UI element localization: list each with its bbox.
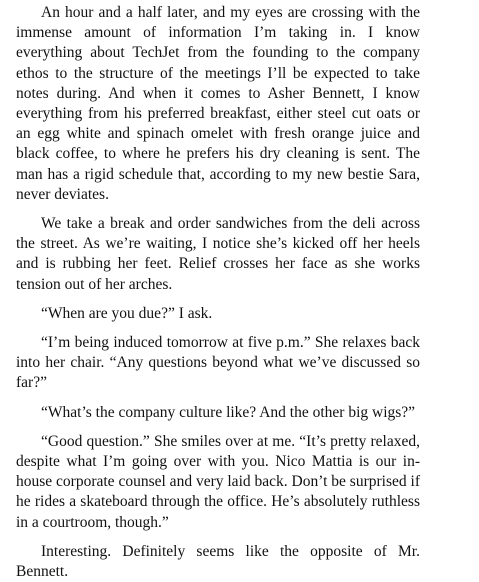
- document-page: [16, 3, 420, 582]
- paragraph: “What’s the company culture like? And the other big wigs?”: [41, 403, 416, 421]
- paragraph: An hour and a half later, and my eyes are crossing with the immense amount of information I’m taking in. I know everything about TechJet from the founding to the company ethos to the structure of the meetings I’ll be expected to take notes during. And when it comes to Asher Bennett, I know everything from his preferred breakfast, either steel cut oats or an egg white and spinach omelet with fresh orange juice and black coffee, to where he prefers his dry cleaning is sent. The man has a rigid schedule that, according to my new bestie Sara, never deviates.: [16, 4, 420, 203]
- paragraph: Interesting. Definitely seems like the opposite of Mr. Bennett.: [16, 542, 420, 581]
- paragraph: “I’m being induced tomorrow at five p.m.” She relaxes back into her chair. “Any questions beyond what we’ve discussed so far?”: [16, 334, 420, 392]
- paragraph: “Good question.” She smiles over at me. “It’s pretty relaxed, despite what I’m going over with you. Nico Mattia is our in-house corporate counsel and very laid back. Don’t be surprised if he rides a skateboard through the office. He’s absolutely ruthless in a courtroom, though.”: [16, 432, 420, 531]
- paragraph: We take a break and order sandwiches from the deli across the street. As we’re waiting, I notice she’s kicked off her heels and is rubbing her feet. Relief crosses her face as she works tension out of her arches.: [16, 215, 420, 293]
- paragraph: “When are you due?” I ask.: [41, 304, 213, 322]
